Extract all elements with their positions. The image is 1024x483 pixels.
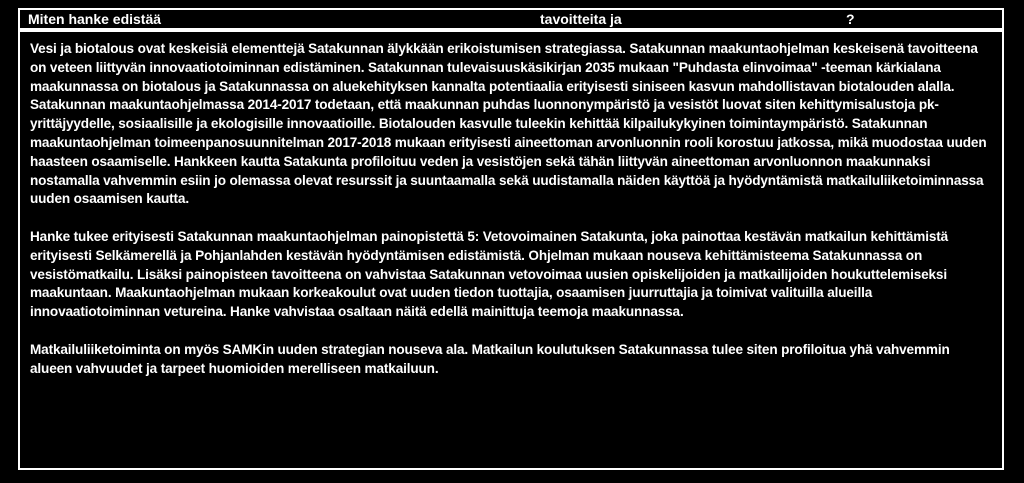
answer-paragraph-3: Matkailuliiketoiminta on myös SAMKin uuden strategian nouseva ala. Matkailun koulutuksen Satakunnassa tulee siten profiloitua yhä vahvemmin alueen vahvuudet ja tarpeet huomioiden merelliseen matkailuun.	[30, 341, 950, 376]
answer-paragraph-1: Vesi ja biotalous ovat keskeisiä elementtejä Satakunnan älykkään erikoistumisen strategiassa. Satakunnan maakuntaohjelman keskeisenä tavoitteena on veteen liittyvän innovaatiotoiminnan edistäminen. Satakunnan tulevaisuuskäsikirjan 2035 mukaan "Puhdasta elinvoimaa" -teeman kärkialana maakunnassa on biotalous ja Satakunnassa on aluekehityksen kannalta potentiaalia erityisesti siniseen kasvun mahdollistavan biotalouden alalla. Satakunnan maakuntaohjelmassa 2014-2017 todetaan, että maakunnan puhdas luonnonympäristö ja vesistöt luovat siten kehittymisalustoja pk-yrittäjyydelle, sosiaalisille ja ekologisille innovaatioille. Biotalouden kasvulle tuleekin kehittää kilpailukykyinen toimintaympäristö. Satakunnan maakuntaohjelman toimeenpanosuunnitelman 2017-2018 mukaan erityisesti aineettoman arvonluonnin rooli korostuu jatkossa, mikä muodostaa uuden haasteen osaamiselle. Hankkeen kautta Satakunta profiloituu veden ja vesistöjen sekä tähän liittyvän aineettoman arvonluonnon maakunnaksi nostamalla vahvemmin esiin jo olemassa olevat resurssit ja suuntaamalla sekä uudistamalla näiden käyttöä ja hyödyntämistä matkailuliiketoiminnassa uuden osaamisen kautta.	[30, 41, 987, 207]
question-text-part-2: tavoitteita ja	[540, 11, 622, 27]
question-text-part-3: ?	[846, 11, 855, 27]
answer-text-box	[18, 30, 1004, 470]
form-question-header	[18, 8, 1004, 30]
question-text-part-1: Miten hanke edistää	[28, 11, 162, 27]
answer-paragraph-2: Hanke tukee erityisesti Satakunnan maakuntaohjelman painopistettä 5: Vetovoimainen Satakunta, joka painottaa kestävän matkailun kehittämistä erityisesti Selkämerellä ja Pohjanlahden kestävän hyödyntämisen edistämistä. Ohjelman mukaan nouseva kehittämisteema Satakunnassa on vesistömatkailu. Lisäksi painopisteen tavoitteena on vahvistaa Satakunnan vetovoimaa uusien opiskelijoiden ja matkailijoiden houkuttelemiseksi maakuntaan. Maakuntaohjelman mukaan korkeakoulut ovat uuden tiedon tuottajia, osaamisen juurruttajia ja toimivat valituilla alueilla innovaatiotoiminnan vetureina. Hanke vahvistaa osaltaan näitä edellä mainittuja teemoja maakunnassa.	[30, 228, 949, 320]
